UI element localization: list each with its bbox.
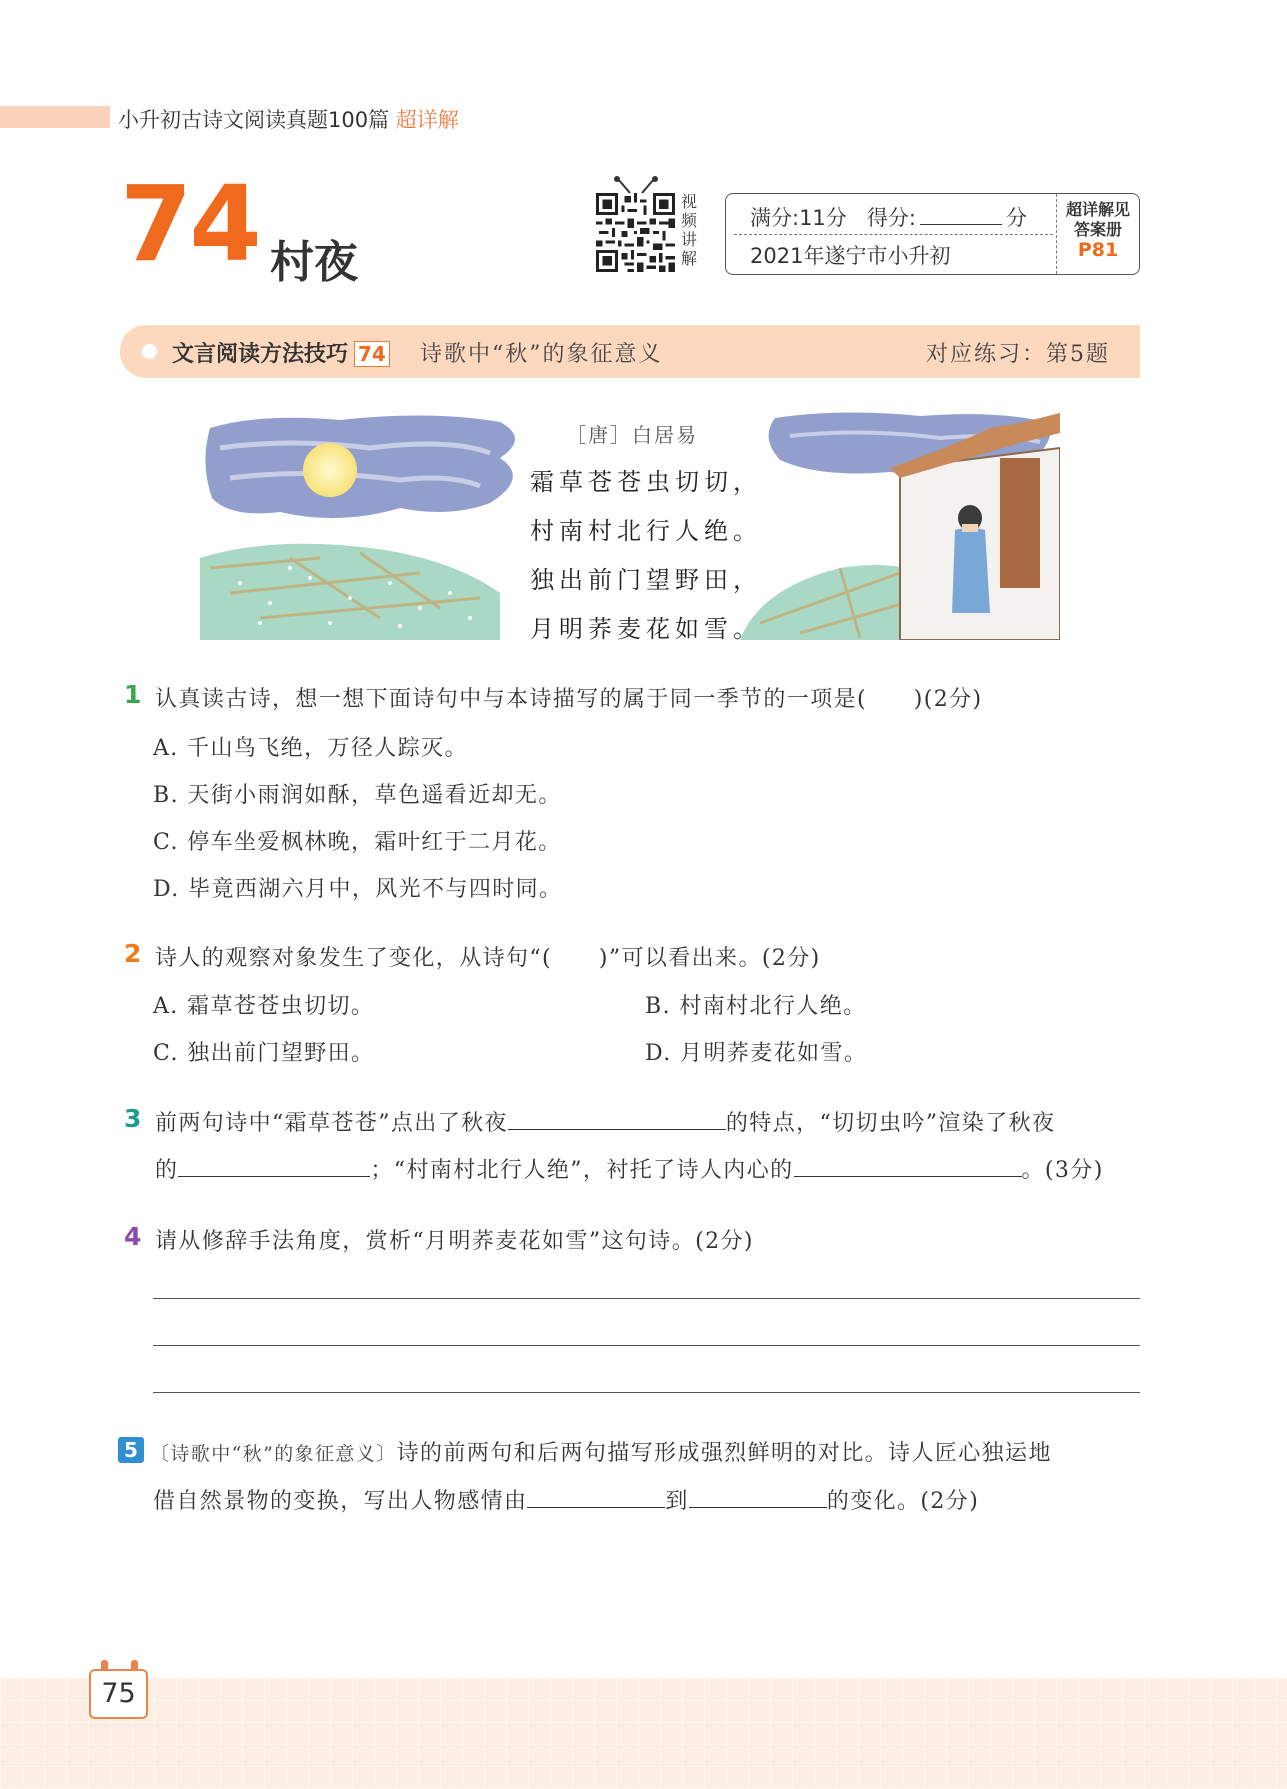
answer-ref-line1: 超详解见 (1065, 200, 1130, 219)
answer-line[interactable] (153, 1298, 1140, 1299)
q2-option-c[interactable]: C. 独出前门望野田。 (153, 1041, 375, 1066)
book-title-highlight: 超详解 (395, 108, 459, 132)
question-3-line1 (155, 1106, 1055, 1137)
q3-blank-3[interactable] (794, 1156, 1022, 1177)
q5-blank-1[interactable] (527, 1487, 665, 1508)
q5-text: 借自然景物的变换，写出人物感情由 (153, 1489, 528, 1514)
q1-option-c[interactable]: C. 停车坐爱枫林晚，霜叶红于二月花。 (153, 830, 562, 855)
q5-tag: 〔诗歌中“秋”的象征意义〕 (150, 1443, 397, 1465)
q1-option-d[interactable]: D. 毕竟西湖六月中，风光不与四时同。 (153, 877, 563, 902)
poem-author: ［唐］白居易 (566, 423, 698, 447)
lesson-title: 村夜 (270, 237, 358, 288)
question-1-text: 认真读古诗，想一想下面诗句中与本诗描写的属于同一季节的一项是( )(2分) (155, 687, 983, 712)
lesson-number: 74 (120, 163, 259, 285)
banner-dot-icon (142, 344, 157, 359)
question-3-line2 (155, 1153, 1104, 1184)
q3-text: 的 (155, 1158, 179, 1183)
q3-text: ；“村南村北行人绝”，衬托了诗人内心的 (370, 1158, 794, 1183)
q1-option-a[interactable]: A. 千山鸟飞绝，万径人踪灭。 (153, 736, 468, 761)
answer-line[interactable] (153, 1392, 1140, 1393)
score-box (725, 193, 1140, 275)
banner-title-text: 文言阅读方法技巧 (172, 342, 349, 367)
score-divider (734, 234, 1053, 235)
q3-text: 前两句诗中“霜草苍苍”点出了秋夜 (155, 1111, 508, 1136)
question-number: 1 (124, 680, 142, 709)
qr-label-char: 讲 (681, 230, 698, 249)
question-5-line1 (150, 1436, 1052, 1467)
q5-text: 诗的前两句和后两句描写形成强烈鲜明的对比。诗人匠心独运地 (396, 1441, 1052, 1466)
tv-antenna-icon (608, 176, 664, 196)
score-blank-field[interactable] (920, 206, 1002, 225)
question-5-line2 (153, 1484, 979, 1515)
question-number: 2 (124, 939, 142, 968)
q2-option-b[interactable]: B. 村南村北行人绝。 (645, 994, 867, 1019)
score-line (750, 202, 1027, 232)
q5-text: 到 (665, 1489, 689, 1514)
q2-option-a[interactable]: A. 霜草苍苍虫切切。 (153, 994, 375, 1019)
footer-grid (0, 1678, 1287, 1789)
book-title (118, 104, 459, 134)
question-number-badge: 5 (118, 1437, 144, 1463)
book-title-text: 小升初古诗文阅读真题100篇 (118, 108, 390, 132)
question-number: 4 (124, 1222, 142, 1251)
qr-code-icon[interactable] (596, 193, 675, 272)
banner-number: 74 (354, 341, 390, 367)
banner-title (172, 337, 396, 368)
qr-label-char: 视 (681, 192, 698, 211)
moon-icon (303, 443, 357, 497)
header-accent-bar (0, 106, 110, 128)
full-score: 满分:11分 (750, 206, 847, 230)
exam-source: 2021年遂宁市小升初 (750, 244, 951, 268)
page-number: 75 (89, 1669, 148, 1719)
banner-practice: 对应练习：第5题 (926, 342, 1110, 367)
q2-option-d[interactable]: D. 月明荞麦花如雪。 (645, 1041, 868, 1066)
qr-label-char: 频 (681, 211, 698, 230)
score-unit: 分 (1005, 206, 1027, 230)
poem-line: 独出前门望野田， (530, 566, 762, 594)
question-2-text: 诗人的观察对象发生了变化，从诗句“( )”可以看出来。(2分) (155, 946, 821, 971)
q3-text: 。(3分) (1021, 1158, 1104, 1183)
qr-label-char: 解 (681, 249, 698, 268)
answer-ref-line2: 答案册 (1073, 220, 1122, 239)
poem-line: 村南村北行人绝。 (530, 517, 762, 545)
q3-blank-1[interactable] (508, 1109, 726, 1130)
q3-blank-2[interactable] (178, 1156, 370, 1177)
qr-label (681, 192, 701, 268)
poem-line: 霜草苍苍虫切切， (530, 468, 762, 496)
q5-blank-2[interactable] (689, 1487, 827, 1508)
poem-line: 月明荞麦花如雪。 (530, 615, 762, 643)
q5-text: 的变化。(2分) (826, 1489, 980, 1514)
question-4-text: 请从修辞手法角度，赏析“月明荞麦花如雪”这句诗。(2分) (155, 1229, 754, 1254)
q1-option-b[interactable]: B. 天街小雨润如酥，草色遥看近却无。 (153, 783, 562, 808)
question-number: 3 (124, 1104, 142, 1133)
answer-line[interactable] (153, 1345, 1140, 1346)
banner-topic: 诗歌中“秋”的象征意义 (420, 342, 663, 367)
answer-reference (1057, 200, 1139, 260)
method-banner (120, 325, 1140, 378)
answer-page: P81 (1077, 239, 1119, 261)
score-label: 得分: (866, 206, 916, 230)
q3-text: 的特点，“切切虫吟”渲染了秋夜 (725, 1111, 1056, 1136)
